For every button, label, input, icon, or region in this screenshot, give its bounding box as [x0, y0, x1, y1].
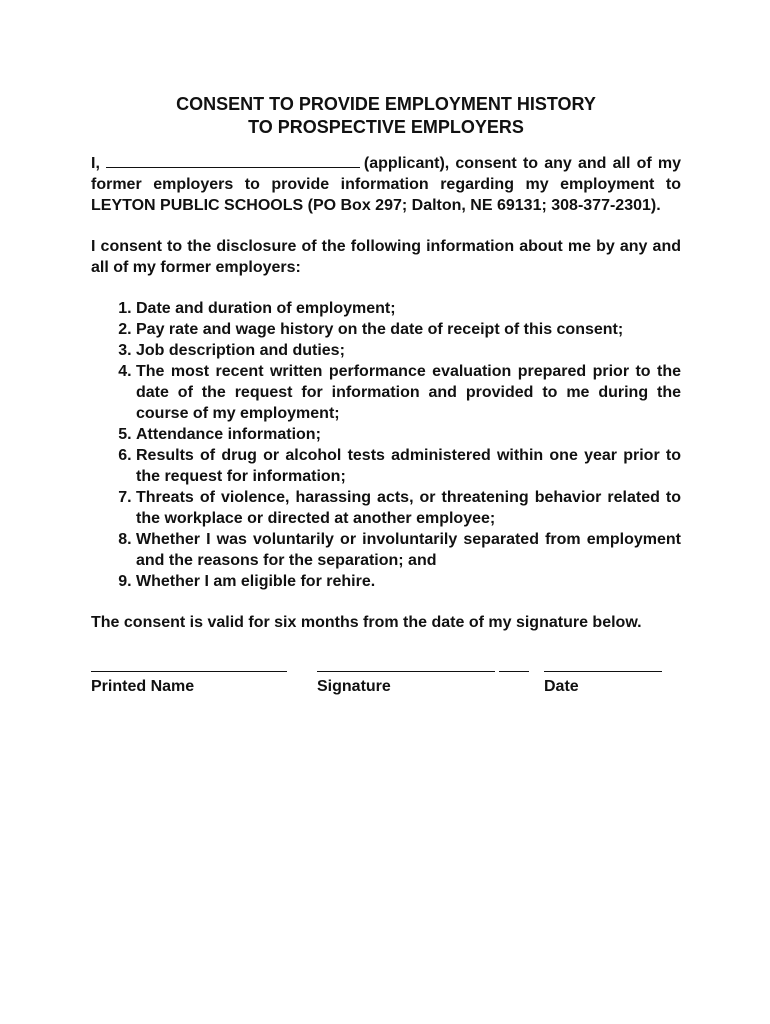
list-item: 1. Date and duration of employment;: [136, 298, 681, 319]
list-item: 4. The most recent written performance evaluation prepared prior to the date of the request for information and provided to me during the course of my employment;: [136, 361, 681, 424]
list-item: 6. Results of drug or alcohol tests administered within one year prior to the request for information;: [136, 445, 681, 487]
form-title: [91, 93, 681, 139]
list-item: 5. Attendance information;: [136, 424, 681, 445]
disclosure-paragraph: I consent to the disclosure of the following information about me by any and all of my former employers:: [91, 238, 681, 276]
disclosure-list: [91, 298, 681, 592]
date-label: Date: [544, 678, 579, 695]
intro-prefix: I,: [91, 155, 100, 172]
form-title-line1: CONSENT TO PROVIDE EMPLOYMENT HISTORY: [176, 94, 596, 114]
list-item: 3. Job description and duties;: [136, 340, 681, 361]
applicant-name-blank[interactable]: [106, 153, 360, 168]
signature-label: Signature: [317, 678, 391, 695]
printed-name-label: Printed Name: [91, 678, 195, 695]
signature-line[interactable]: [317, 653, 495, 672]
list-item: 8. Whether I was voluntarily or involuntarily separated from employment and the reasons for the separation; and: [136, 529, 681, 571]
date-field: [544, 653, 662, 697]
list-item: 2. Pay rate and wage history on the date of receipt of this consent;: [136, 319, 681, 340]
list-item: 7. Threats of violence, harassing acts, or threatening behavior related to the workplace or directed at another employee;: [136, 487, 681, 529]
printed-name-field: [91, 653, 287, 697]
intro-paragraph: [91, 153, 681, 216]
form-title-line2: TO PROSPECTIVE EMPLOYERS: [248, 117, 524, 137]
signature-line-extension: [499, 653, 529, 672]
list-item: 9. Whether I am eligible for rehire.: [136, 571, 681, 592]
validity-paragraph: The consent is valid for six months from the date of my signature below.: [91, 614, 642, 631]
consent-form: [91, 93, 681, 693]
date-line[interactable]: [544, 653, 662, 672]
intro-text: (applicant), consent to any and all of my former employers to provide information regarding my employment to LEYTON PUBLIC SCHOOLS (PO Box 297; Dalton, NE 69131; 308-377-2301).: [91, 155, 681, 214]
signature-section: [91, 653, 681, 693]
signature-field: [317, 653, 495, 697]
printed-name-line[interactable]: [91, 653, 287, 672]
